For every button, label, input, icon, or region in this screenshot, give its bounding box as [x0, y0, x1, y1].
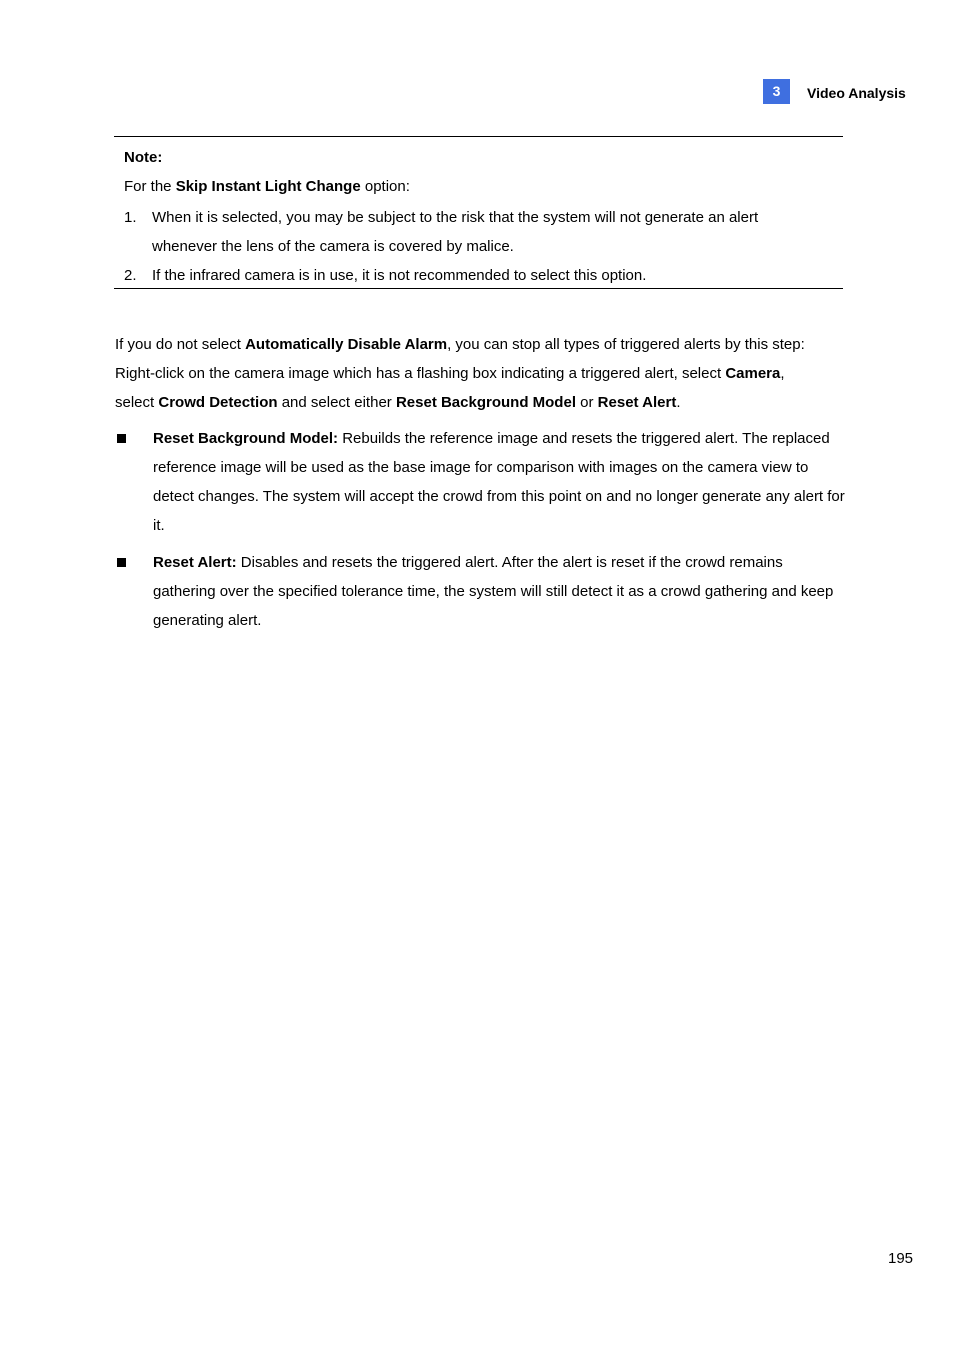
para-text: , you can stop all types of triggered alerts by this step: Right-click on the camera image which has a flashing box indicating a triggered alert, select [115, 336, 805, 382]
bullet-label: Reset Background Model: [153, 430, 339, 447]
note-item-number: 1. [124, 209, 137, 226]
para-text: or [575, 394, 598, 411]
chapter-title: Video Analysis [807, 85, 906, 101]
para-term: Reset Background Model [395, 394, 576, 411]
note-item [124, 261, 812, 290]
note-intro-text: For the [124, 178, 176, 195]
note-intro [124, 178, 410, 195]
note-box [114, 136, 843, 289]
para-term: Automatically Disable Alarm [245, 336, 448, 353]
page-number: 195 [888, 1250, 914, 1267]
bullet-description: Rebuilds the reference image and resets the triggered alert. The replaced reference image will be used as the base image for comparison with images on the camera view to detect changes. The system will accept the crowd from this point on and no longer generate any alert for it. [153, 430, 845, 534]
note-intro-suffix: option: [360, 178, 410, 195]
square-bullet-icon [117, 434, 126, 443]
note-item-number: 2. [124, 267, 137, 284]
para-term: Crowd Detection [158, 394, 278, 411]
note-item-text: If the infrared camera is in use, it is not recommended to select this option. [152, 267, 647, 284]
note-item-text: When it is selected, you may be subject to the risk that the system will not generate an alert whenever the lens of the camera is covered by malice. [152, 209, 759, 255]
chapter-number-badge: 3 [763, 79, 790, 104]
bullet-text [153, 424, 845, 540]
para-text: If you do not select [115, 336, 246, 353]
para-text: . [676, 394, 681, 411]
para-term: Reset Alert [597, 394, 677, 411]
para-text: and select either [277, 394, 396, 411]
note-title: Note: [124, 149, 163, 166]
square-bullet-icon [117, 558, 126, 567]
bullet-text [153, 548, 845, 635]
body-paragraph [115, 330, 825, 417]
bullet-item [115, 424, 845, 540]
note-intro-option: Skip Instant Light Change [175, 178, 361, 195]
para-text: , select [115, 365, 785, 411]
note-item [124, 203, 812, 261]
para-term: Camera [725, 365, 781, 382]
bullet-description: Disables and resets the triggered alert. After the alert is reset if the crowd remains gathering over the specified tolerance time, the system will still detect it as a crowd gathering and keep generating alert. [153, 554, 834, 629]
bullet-label: Reset Alert: [153, 554, 237, 571]
bullet-item [115, 548, 845, 635]
